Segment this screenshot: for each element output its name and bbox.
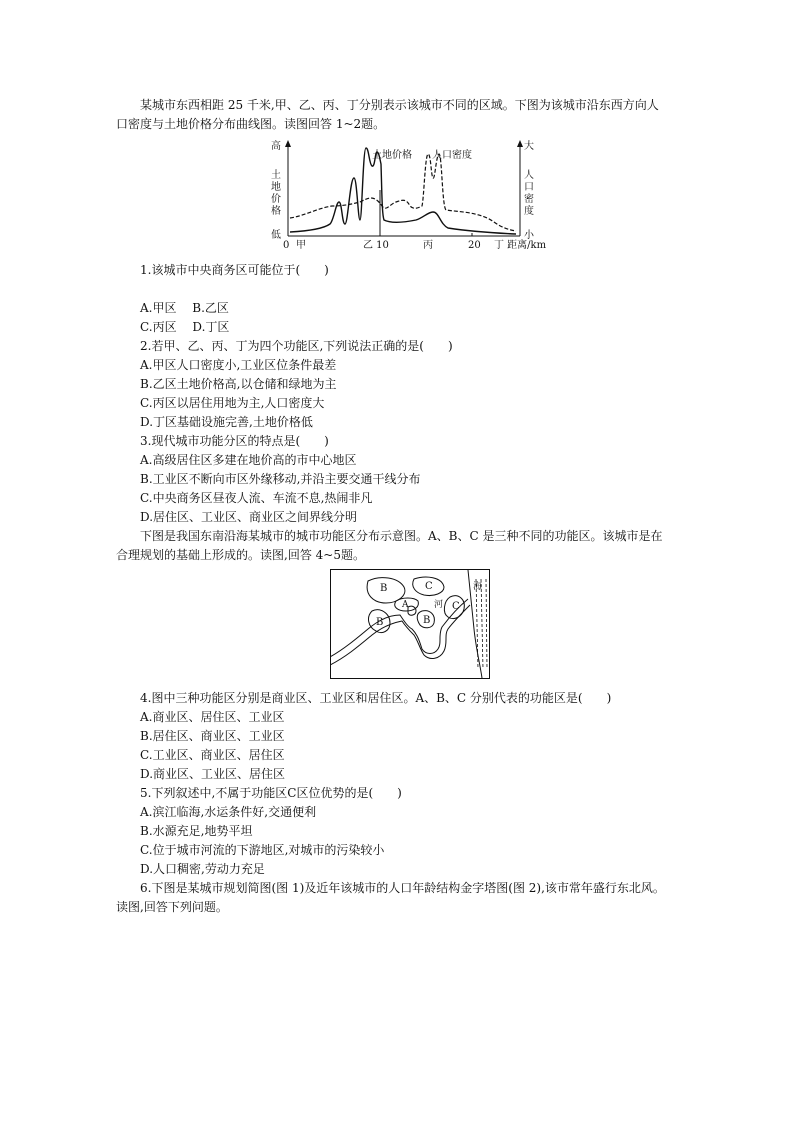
right-axis-label-char: 人 <box>524 170 534 181</box>
left-axis-high: 高 <box>271 141 281 152</box>
map-frame <box>331 570 490 679</box>
question-6-stem-line: 读图,回答下列问题。 <box>116 900 228 914</box>
x-label-ding-distance: 丁 距离/km <box>494 240 547 251</box>
map-label-c: C <box>425 581 433 592</box>
intro-paragraph-line: 口密度与土地价格分布曲线图。读图回答 1~2题。 <box>116 117 386 131</box>
intro-paragraph-line: 下图是我国东南沿海某城市的城市功能区分布示意图。A、B、C 是三种不同的功能区。该城市是在 <box>140 529 663 543</box>
intro-paragraph-line: 合理规划的基础上形成的。读图,回答 4~5题。 <box>116 548 365 562</box>
question-3-stem: 3.现代城市功能分区的特点是( ) <box>140 434 329 448</box>
question-5-stem: 5.下列叙述中,不属于功能区C区位优势的是( ) <box>140 786 402 800</box>
right-axis-big: 大 <box>524 141 534 152</box>
population-density-label: 人口密度 <box>432 150 472 161</box>
right-axis-label-char: 口 <box>524 182 534 193</box>
question-1-option: C.丙区 D.丁区 <box>140 320 230 334</box>
right-axis-small: 小 <box>524 230 534 241</box>
question-3-option: C.中央商务区昼夜人流、车流不息,热闹非凡 <box>140 491 373 505</box>
question-4-option: B.居住区、商业区、工业区 <box>140 729 285 743</box>
question-5-option: A.滨江临海,水运条件好,交通便利 <box>140 805 317 819</box>
question-2-option: D.丁区基础设施完善,土地价格低 <box>140 415 313 429</box>
left-axis-low: 低 <box>271 230 281 241</box>
question-4-stem: 4.图中三种功能区分别是商业区、工业区和居住区。A、B、C 分别代表的功能区是( ) <box>140 691 612 705</box>
population-density-curve <box>290 154 516 231</box>
right-y-axis-arrow <box>517 140 523 147</box>
x-label-20: 20 <box>468 240 481 251</box>
question-2-option: B.乙区土地价格高,以仓储和绿地为主 <box>140 377 337 391</box>
question-2-stem: 2.若甲、乙、丙、丁为四个功能区,下列说法正确的是( ) <box>140 339 453 353</box>
question-3-option: A.高级居住区多建在地价高的市中心地区 <box>140 453 357 467</box>
map-label-river: 河 <box>434 600 444 610</box>
question-2-option: C.丙区以居住用地为主,人口密度大 <box>140 396 325 410</box>
map-label-c: C <box>452 601 460 612</box>
question-2-option: A.甲区人口密度小,工业区位条件最差 <box>140 358 337 372</box>
question-6-stem-line: 6.下图是某城市规划简图(图 1)及近年该城市的人口年龄结构金字塔图(图 2),该市常年盛行东北风。 <box>140 881 665 895</box>
question-3-option: D.居住区、工业区、商业区之间界线分明 <box>140 510 358 524</box>
left-axis-label-char: 土 <box>271 170 281 181</box>
question-4-option: D.商业区、工业区、居住区 <box>140 767 286 781</box>
x-label-yi-10: 乙 10 <box>363 240 389 251</box>
map-label-sea: 海 <box>473 582 483 592</box>
question-4-option: A.商业区、居住区、工业区 <box>140 710 285 724</box>
question-1-stem: 1.该城市中央商务区可能位于( ) <box>140 263 329 277</box>
map-label-a: A <box>402 600 409 610</box>
left-y-axis-arrow <box>285 140 291 147</box>
left-axis-label-char: 地 <box>271 182 281 193</box>
functional-zone-map <box>330 569 490 679</box>
question-5-option: C.位于城市河流的下游地区,对城市的污染较小 <box>140 843 385 857</box>
x-label-jia: 甲 <box>296 240 306 251</box>
land-price-label: 土地价格 <box>372 150 412 161</box>
left-axis-label-char: 价 <box>271 194 281 205</box>
question-1-option: A.甲区 B.乙区 <box>140 301 229 315</box>
x-label-bing: 丙 <box>423 240 433 251</box>
map-label-b: B <box>376 617 384 628</box>
intro-paragraph-line: 某城市东西相距 25 千米,甲、乙、丙、丁分别表示该城市不同的区域。下图为该城市沿东西方向人 <box>140 98 659 112</box>
question-4-option: C.工业区、商业区、居住区 <box>140 748 285 762</box>
density-price-chart <box>268 136 558 254</box>
question-5-option: D.人口稠密,劳动力充足 <box>140 862 265 876</box>
question-3-option: B.工业区不断向市区外缘移动,并沿主要交通干线分布 <box>140 472 421 486</box>
right-axis-label-char: 度 <box>524 206 534 217</box>
x-label-zero: 0 <box>283 240 290 251</box>
left-axis-label-char: 格 <box>271 206 281 217</box>
map-label-b: B <box>423 615 431 626</box>
right-axis-label-char: 密 <box>524 194 534 205</box>
map-label-b: B <box>380 583 388 594</box>
question-5-option: B.水源充足,地势平坦 <box>140 824 253 838</box>
